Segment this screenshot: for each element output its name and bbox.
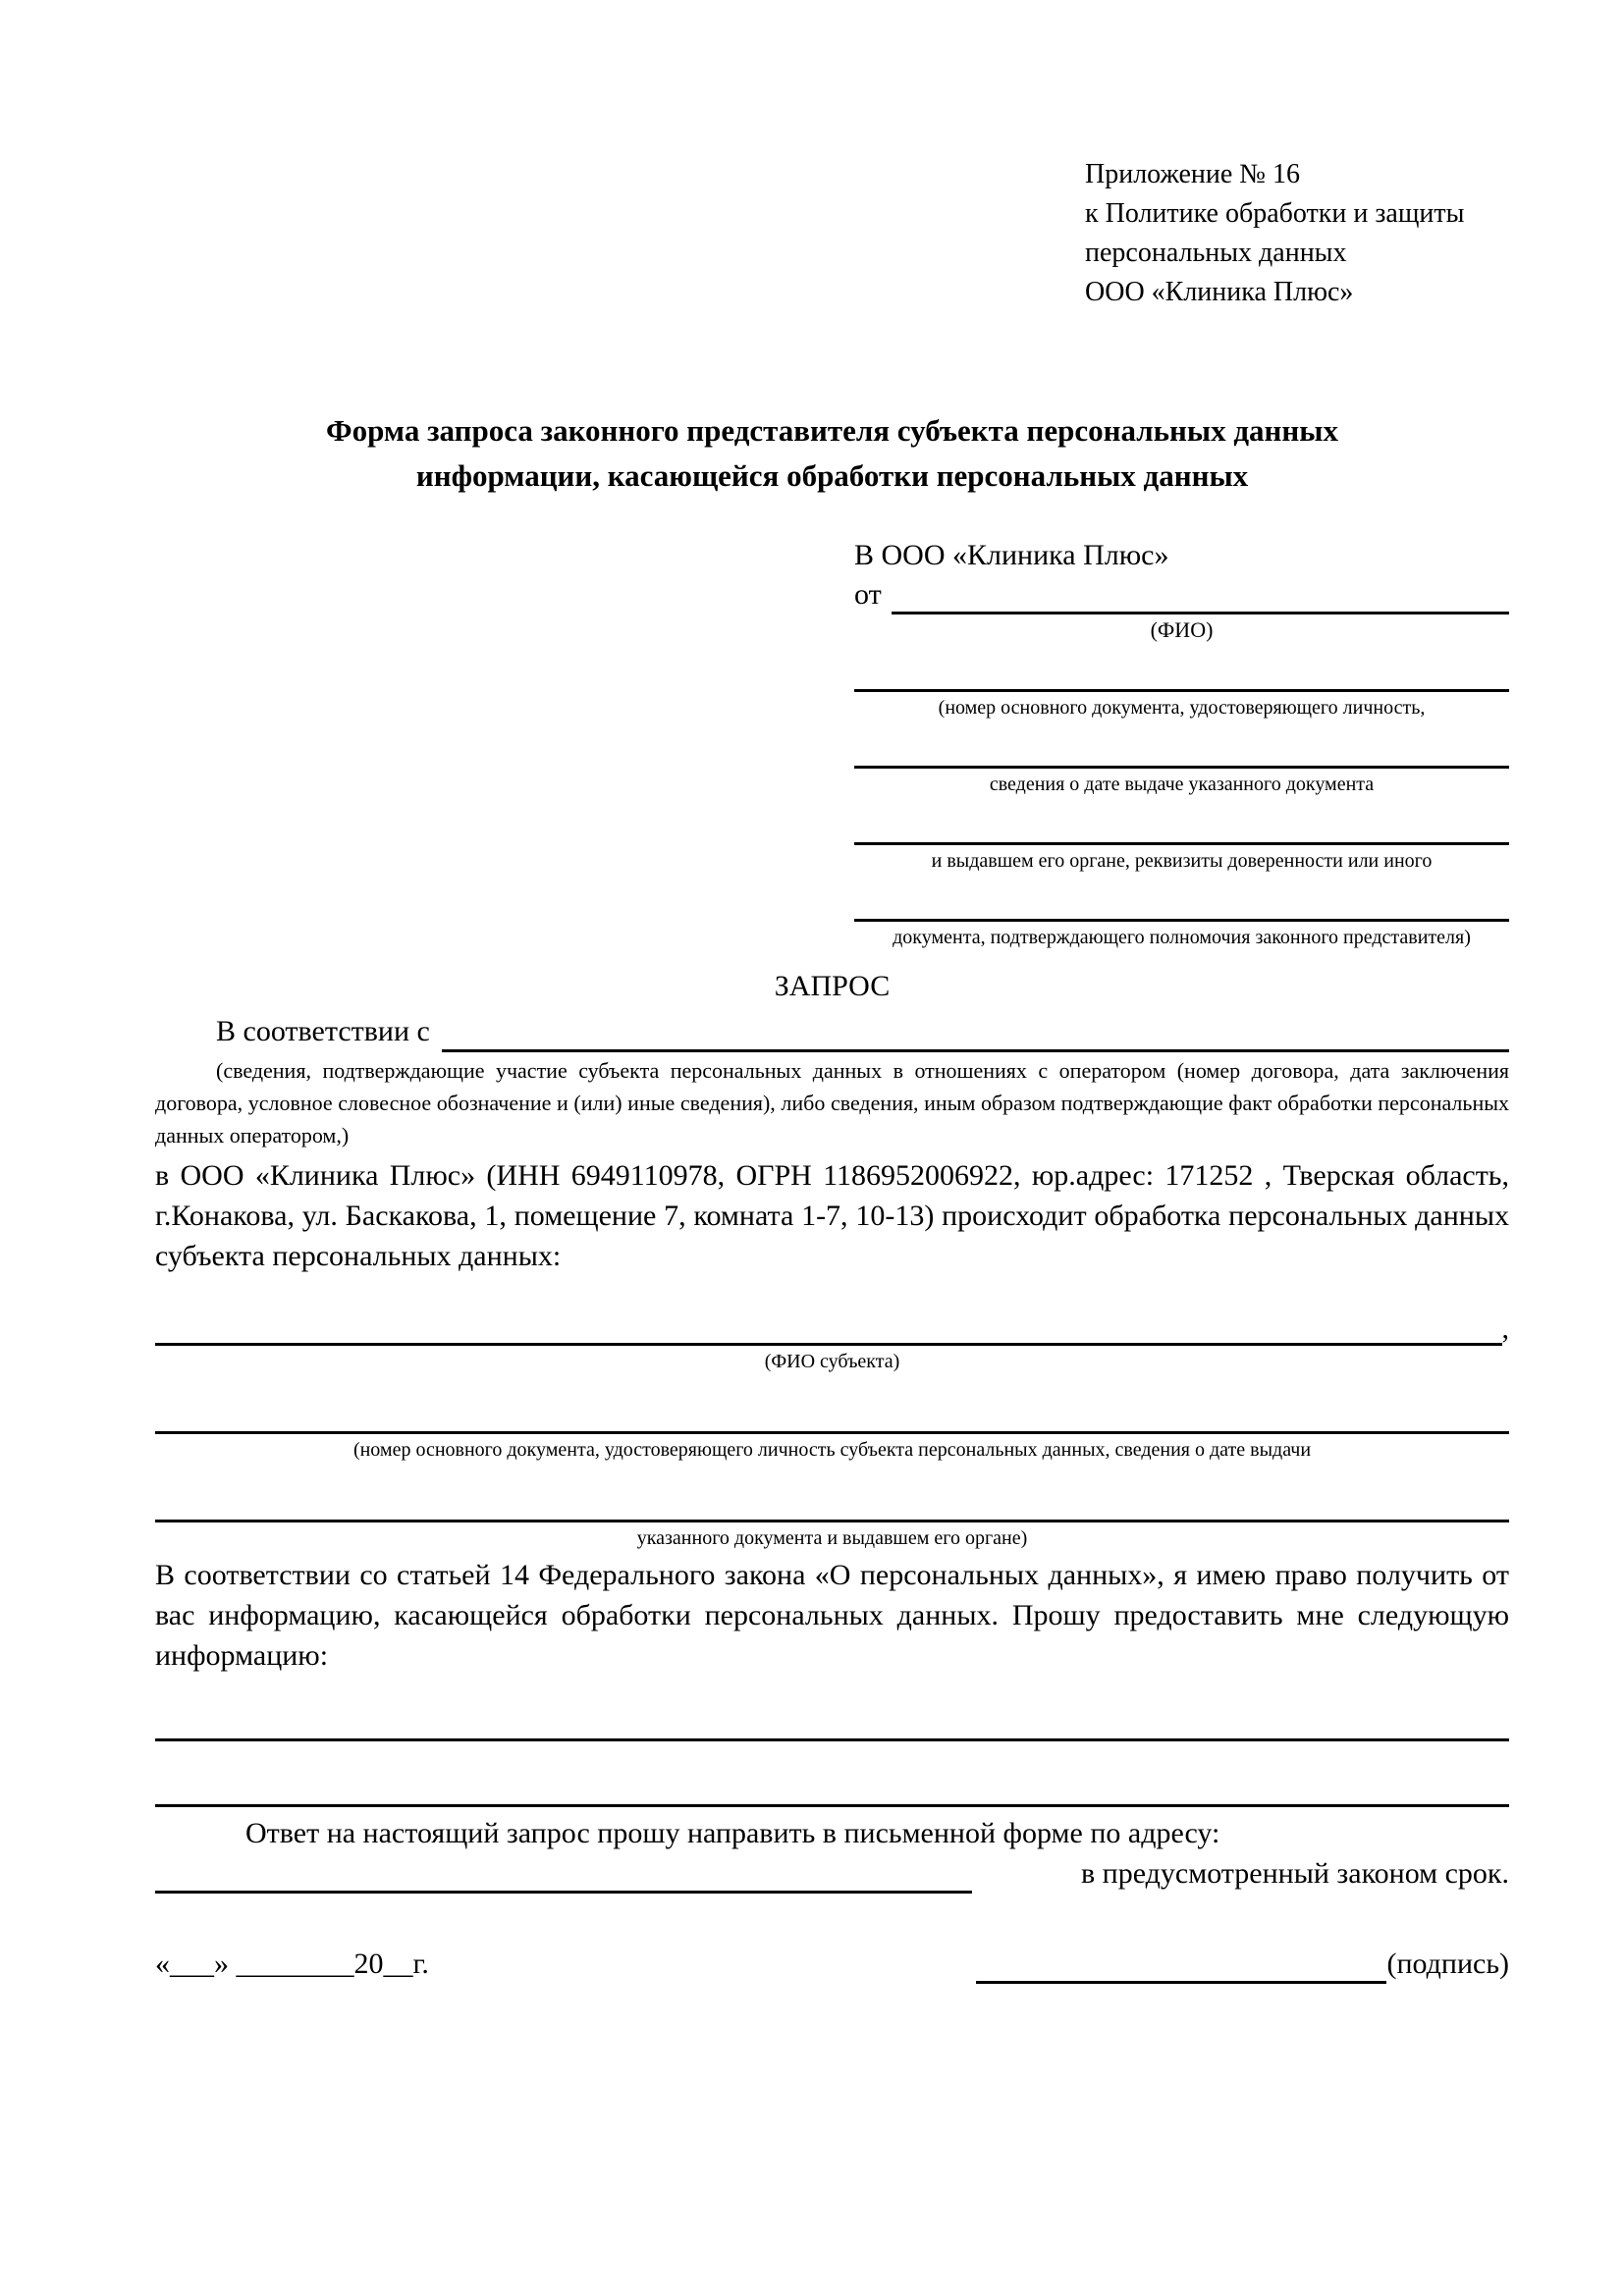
form-title-line-2: информации, касающейся обработки персональных данных xyxy=(415,458,1249,493)
appendix-block xyxy=(1085,155,1509,312)
subject-fio-caption: (ФИО субъекта) xyxy=(764,1351,900,1372)
subject-doc-caption-1: (номер основного документа, удостоверяющего личность субъекта персональных данных, сведения о дате выдачи xyxy=(352,1439,1312,1461)
fio-caption: (ФИО) xyxy=(1150,617,1214,642)
signature-group xyxy=(976,1945,1509,1984)
operator-paragraph: в ООО «Клиника Плюс» (ИНН 6949110978, ОГРН 1186952006922, юр.адрес: 171252 , Тверская область, г.Конакова, ул. Баскакова, 1, помещение 7, комната 1-7, 10-13) происходит обработка персональных данных субъекта персональных данных: xyxy=(155,1159,1509,1272)
footer-row xyxy=(155,1945,1509,1984)
form-title xyxy=(155,408,1509,499)
from-row xyxy=(854,575,1509,614)
subject-fio-row xyxy=(155,1309,1509,1346)
signature-field-line xyxy=(976,1948,1386,1984)
appendix-line: Приложение № 16 xyxy=(1085,159,1300,189)
subject-fio-field-line xyxy=(155,1309,1502,1346)
issue-date-caption: сведения о дате выдаче указанного документа xyxy=(989,774,1375,795)
issue-date-field-line xyxy=(854,721,1509,769)
law-paragraph: В соответствии со статьей 14 Федерального закона «О персональных данных», я имею право получить от вас информацию, касающейся обработки персональных данных. Прошу предоставить мне следующую информацию: xyxy=(155,1559,1509,1672)
addressee-to: В ООО «Клиника Плюс» xyxy=(854,539,1169,571)
appendix-line: ООО «Клиника Плюс» xyxy=(1085,277,1354,307)
subject-doc-field-line-1 xyxy=(155,1374,1509,1434)
power-of-attorney-caption: документа, подтверждающего полномочия законного представителя) xyxy=(893,927,1471,948)
date-line: «___» ________20__г. xyxy=(155,1948,429,1980)
accordance-row xyxy=(155,1011,1509,1052)
issuing-authority-caption: и выдавшем его органе, реквизиты доверенности или иного xyxy=(931,850,1433,872)
form-title-line-1: Форма запроса законного представителя субъекта персональных данных xyxy=(326,413,1338,448)
reply-address-field-line xyxy=(155,1857,972,1894)
power-of-attorney-field-line xyxy=(854,874,1509,922)
reply-tail-text: в предусмотренный законом срок. xyxy=(1081,1857,1509,1890)
doc-number-caption: (номер основного документа, удостоверяющего личность, xyxy=(938,697,1426,719)
signature-caption: (подпись) xyxy=(1386,1948,1509,1980)
addressee-block xyxy=(854,536,1509,950)
accordance-note: (сведения, подтверждающие участие субъекта персональных данных в отношениях с оператором (номер договора, дата заключения договора, условное словесное обозначение и (или) иные сведения), либо сведения, иным образом подтверждающие факт обработки персональных данных оператором,) xyxy=(155,1058,1509,1148)
doc-number-field-line xyxy=(854,644,1509,692)
appendix-line: к Политике обработки и защиты xyxy=(1085,198,1465,229)
from-label: от xyxy=(854,578,882,611)
reply-address-row xyxy=(155,1853,1509,1894)
info-blank-line-2 xyxy=(155,1771,1509,1807)
issuing-authority-field-line xyxy=(854,797,1509,845)
accordance-label: В соответствии с xyxy=(216,1015,430,1047)
request-heading: ЗАПРОС xyxy=(774,970,891,1002)
subject-doc-caption-2: указанного документа и выдавшем его органе) xyxy=(636,1527,1028,1549)
subject-fio-comma: , xyxy=(1501,1312,1509,1345)
reply-paragraph: Ответ на настоящий запрос прошу направить в письменной форме по адресу: xyxy=(245,1817,1220,1849)
appendix-line: персональных данных xyxy=(1085,238,1347,268)
accordance-field-line xyxy=(442,1016,1509,1052)
from-field-line xyxy=(892,578,1509,614)
subject-doc-field-line-2 xyxy=(155,1463,1509,1522)
info-blank-line-1 xyxy=(155,1676,1509,1741)
